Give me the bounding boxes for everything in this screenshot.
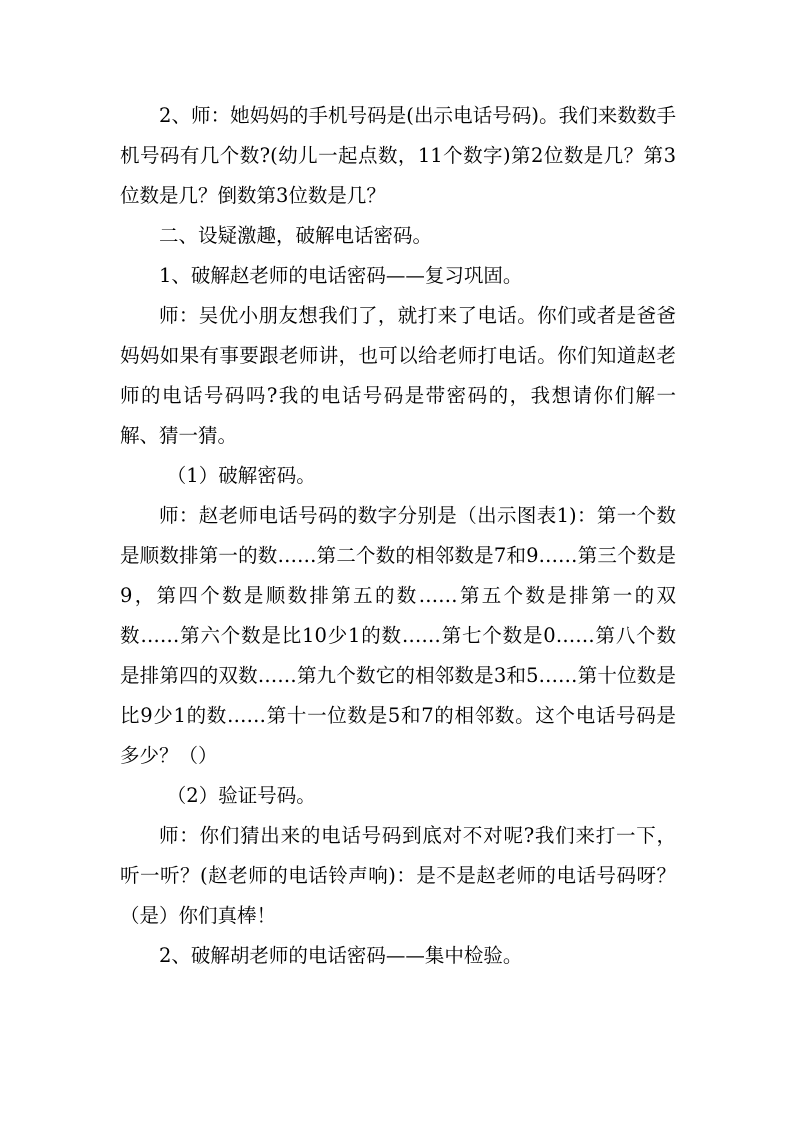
- subheading-teacher-zhao: 1、破解赵老师的电话密码——复习巩固。: [159, 264, 523, 287]
- subheading-teacher-hu: 2、破解胡老师的电话密码——集中检验。: [159, 944, 523, 967]
- paragraph-phone-number-intro: 2、师：她妈妈的手机号码是(出示电话号码)。我们来数数手机号码有几个数?(幼儿一起点数，11个数字)第2位数是几？第3位数是几？倒数第3位数是几？: [120, 104, 676, 207]
- step-crack-password: （1）破解密码。: [166, 464, 316, 487]
- paragraph-verify-call: 师：你们猜出来的电话号码到底对不对呢?我们来打一下，听一听？(赵老师的电话铃声响)：是不是赵老师的电话号码呀？（是）你们真棒！: [120, 824, 676, 927]
- section-heading-password: 二、设疑激趣，破解电话密码。: [159, 224, 433, 247]
- paragraph-digit-clues: 师：赵老师电话号码的数字分别是（出示图表1)：第一个数是顺数排第一的数……第二个数的相邻数是7和9……第三个数是9，第四个数是顺数排第五的数……第五个数是排第一的双数……第六个数是比10少1的数……第七个数是0……第八个数是排第四的双数……第九个数它的相邻数是3和5……第十位数是比9少1的数……第十一位数是5和7的相邻数。这个电话号码是多少？（）: [120, 504, 676, 767]
- step-verify-number: （2）验证号码。: [166, 784, 316, 807]
- paragraph-teacher-call: 师：吴优小朋友想我们了，就打来了电话。你们或者是爸爸妈妈如果有事要跟老师讲，也可以给老师打电话。你们知道赵老师的电话号码吗?我的电话号码是带密码的，我想请你们解一解、猜一猜。: [120, 304, 676, 447]
- document-page: [120, 96, 676, 976]
